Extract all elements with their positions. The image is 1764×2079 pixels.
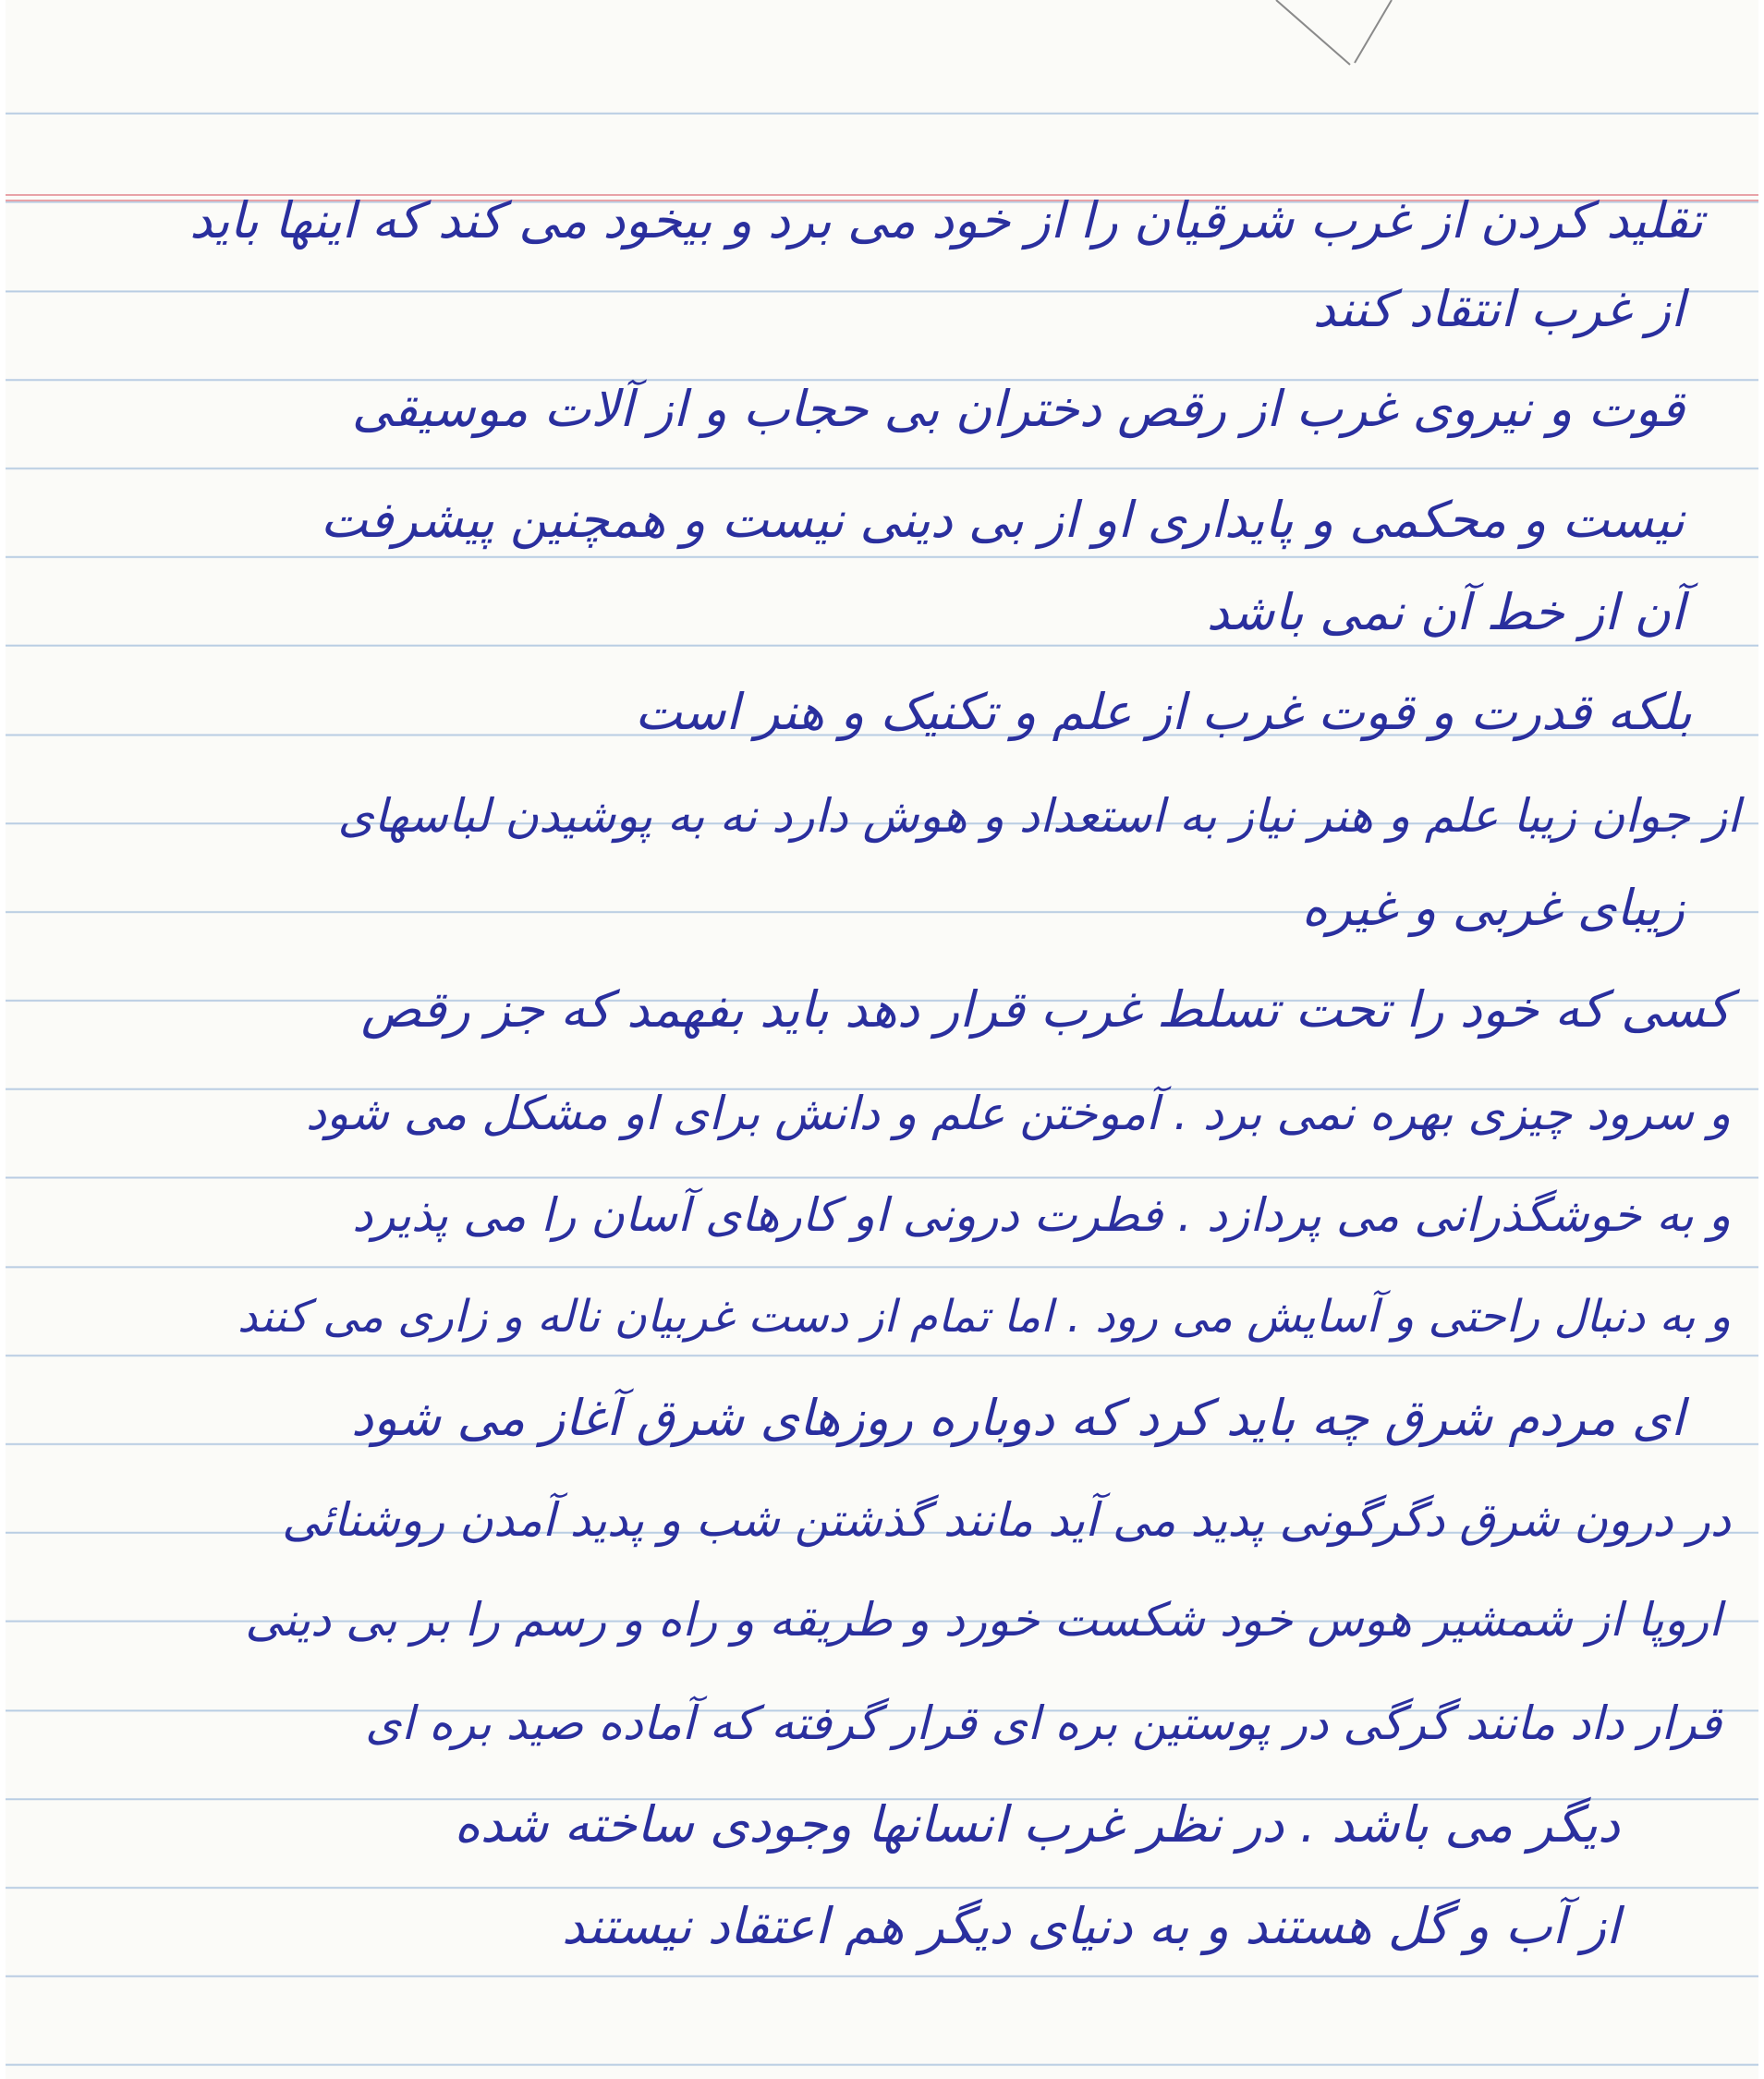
text-line: آن از خط آن نمی باشد [1206, 583, 1685, 641]
text-line: و به خوشگذرانی می پردازد . فطرت درونی او کارهای آسان را می پذیرد [352, 1188, 1731, 1242]
text-line: اروپا از شمشیر هوس خود شکست خورد و طریقه و راه و رسم را بر بی دینی [245, 1593, 1721, 1647]
text-line: نیست و محکمی و پایداری او از بی دینی نیست و همچنین پیشرفت [320, 491, 1685, 549]
text-line: زیبای غربی و غیره [1301, 879, 1685, 937]
text-line: کسی که خود را تحت تسلط غرب قرار دهد باید بفهمد که جز رقص [360, 980, 1731, 1039]
text-line: ای مردم شرق چه باید کرد که دوباره روزهای شرق آغاز می شود [350, 1389, 1685, 1447]
text-line: از جوان زیبا علم و هنر نیاز به استعداد و هوش دارد نه به پوشیدن لباسهای [337, 789, 1740, 843]
text-line: قرار داد مانند گرگی در پوستین بره ای قرار گرفته که آماده صید بره ای [365, 1696, 1721, 1750]
text-line: قوت و نیروی غرب از رقص دختران بی حجاب و از آلات موسیقی [351, 380, 1685, 438]
text-line: از غرب انتقاد کنند [1312, 280, 1685, 338]
text-line: دیگر می باشد . در نظر غرب انسانها وجودی ساخته شده [454, 1795, 1620, 1854]
text-line: در درون شرق دگرگونی پدید می آید مانند گذشتن شب و پدید آمدن روشنائی [282, 1493, 1731, 1547]
text-line: از آب و گل هستند و به دنیای دیگر هم اعتقاد نیستند [561, 1897, 1620, 1955]
lined-paper [6, 0, 1758, 2079]
text-line: تقلید کردن از غرب شرقیان را از خود می برد و بیخود می کند که اینها باید [189, 191, 1703, 249]
text-line: و سرود چیزی بهره نمی برد . آموختن علم و دانش برای او مشکل می شود [305, 1087, 1731, 1140]
text-line: و به دنبال راحتی و آسایش می رود . اما تمام از دست غربیان ناله و زاری می کنند [237, 1291, 1731, 1343]
text-line: بلکه قدرت و قوت غرب از علم و تکنیک و هنر است [635, 683, 1692, 741]
handwritten-text [6, 0, 1758, 2079]
